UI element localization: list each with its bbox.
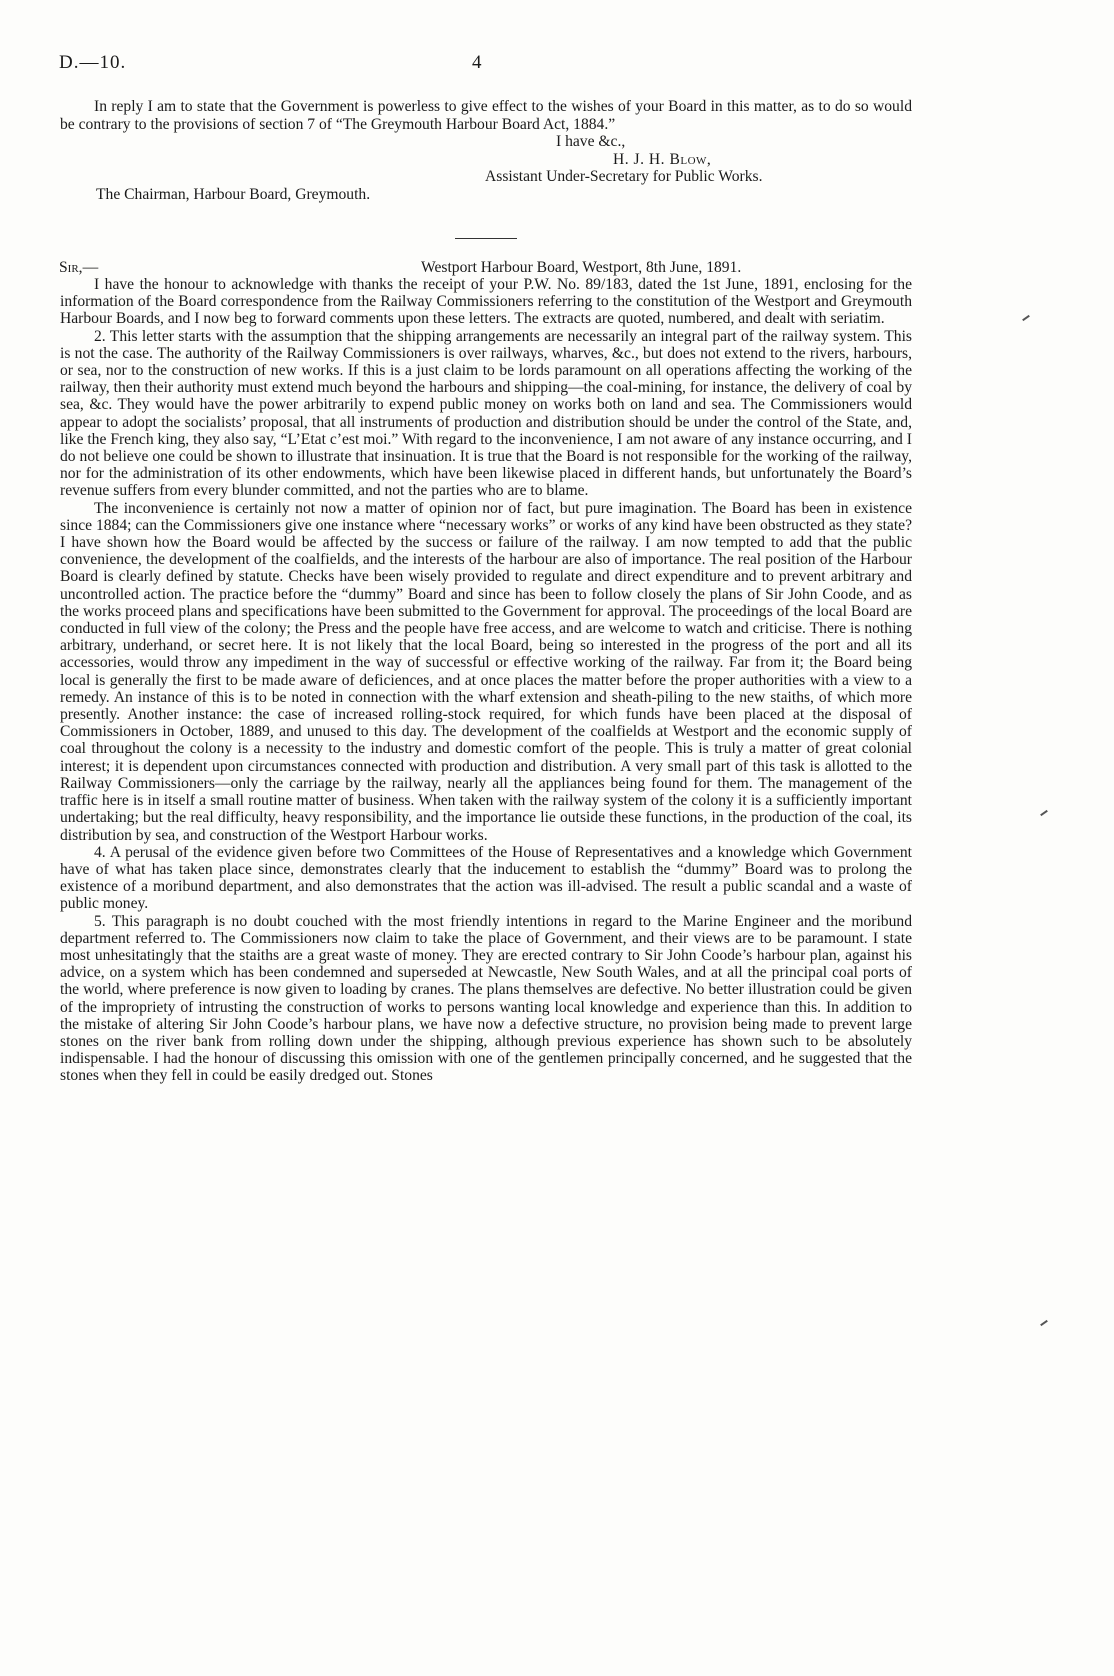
letter-two-body [60, 276, 912, 1636]
letter-one-signatory-title: Assistant Under-Secretary for Public Works. [485, 168, 763, 185]
paragraph: 4. A perusal of the evidence given before two Committees of the House of Representatives and a knowledge which Government have of what has taken place since, demonstrates clearly that the inducement to establish the “dummy” Board was to prolong the existence of a moribund department, and also demonstrates that the action was ill-advised. The result a public scandal and a waste of public money. [60, 843, 912, 913]
letter-one-addressee: The Chairman, Harbour Board, Greymouth. [96, 186, 371, 203]
letter-one [60, 98, 912, 133]
letter-one-signature: H. J. H. Blow, [613, 151, 712, 168]
margin-mark [1022, 315, 1030, 321]
letter-one-closing: I have &c., [556, 133, 626, 150]
letter-two-salutation: Sir,— [59, 259, 99, 276]
paragraph: The inconvenience is certainly not now a matter of opinion nor of fact, but pure imagination. The Board has been in existence since 1884; can the Commissioners give one instance where “necessary works” or works of any kind have been obstructed as they state? I have shown how the Board would be affected by the success or failure of the railway. I am now tempted to add that the public convenience, the development of the coalfields, and the interests of the harbour are also of importance. The real position of the Harbour Board is clearly defined by statute. Checks have been wisely provided to regulate and direct expenditure and to prevent arbitrary and uncontrolled action. The practice before the “dummy” Board and since has been to follow closely the plans of Sir John Coode, and as the works proceed plans and specifications have been submitted to the Government for approval. The proceedings of the local Board are conducted in full view of the colony; the Press and the people have free access, and are welcome to watch and criticise. There is nothing arbitrary, underhand, or secret here. It is not likely that the local Board, being so interested in the progress of the port and all its accessories, would throw any impediment in the way of successful or effective working of the railway. Far from it; the Board being local is generally the first to be made aware of deficiences, and at once places the matter before the proper authorities with a view to a remedy. An instance of this is to be noted in connection with the wharf extension and sheath-piling to the new staiths, of which more presently. Another instance: the case of increased rolling-stock required, for which funds have been placed at the disposal of Commissioners in October, 1889, and unused to this day. The development of the coalfields at Westport and the economic supply of coal throughout the colony is a necessity to the industry and domestic comfort of the people. This is truly a matter of great colonial interest; it is dependent upon circumstances connected with production and distribution. A very small part of this task is allotted to the Railway Commissioners—only the carriage by the railway, nearly all the appliances being found for them. The management of the traffic here is in itself a small routine matter of business. When taken with the railway system of the colony it is a sufficiently important undertaking; but the real difficulty, heavy responsibility, and the importance lie outside these functions, in the production of the coal, its distribution by sea, and construction of the Westport Harbour works. [60, 499, 912, 844]
margin-mark [1040, 810, 1048, 816]
letter-two-dateline: Westport Harbour Board, Westport, 8th June, 1891. [421, 259, 742, 276]
paragraph: I have the honour to acknowledge with thanks the receipt of your P.W. No. 89/183, dated the 1st June, 1891, enclosing for the information of the Board correspondence from the Railway Commissioners referring to the constitution of the Westport and Greymouth Harbour Boards, and I now beg to forward comments upon these letters. The extracts are quoted, numbered, and dealt with seriatim. [60, 276, 912, 328]
letter-one-body: In reply I am to state that the Government is powerless to give effect to the wishes of your Board in this matter, as to do so would be contrary to the provisions of section 7 of “The Greymouth Harbour Board Act, 1884.” [60, 98, 912, 133]
margin-mark [1040, 1320, 1048, 1326]
paragraph: 5. This paragraph is no doubt couched with the most friendly intentions in regard to the Marine Engineer and the moribund department referred to. The Commissioners now claim to take the place of Government, and their views are to be paramount. I state most unhesitatingly that the staiths are a great waste of money. They are erected contrary to Sir John Coode’s harbour plan, against his advice, on a system which has been condemned and superseded at Newcastle, New South Wales, and at all the principal coal ports of the world, where preference is now given to loading by cranes. The plans themselves are defective. No better illustration could be given of the impropriety of intrusting the construction of works to persons wanting local knowledge and experience than this. In addition to the mistake of altering Sir John Coode’s harbour plans, we have now a defective structure, no provision being made to prevent large stones on the river bank from rolling down under the shipping, although previous experience has shown such to be absolutely indispensable. I had the honour of discussing this omission with one of the gentlemen principally concerned, and he suggested that the stones when they fell in could be easily dredged out. Stones [60, 912, 912, 1085]
page-number: 4 [472, 52, 482, 73]
document-reference: D.—10. [59, 52, 127, 73]
paragraph: 2. This letter starts with the assumption that the shipping arrangements are necessarily an integral part of the railway system. This is not the case. The authority of the Railway Commissioners is over railways, wharves, &c., but does not extend to the rivers, harbours, or sea, nor to the construction of new works. If this is a just claim to be lords paramount on all operations affecting the working of the railway, then their authority must extend much beyond the harbours and shipping—the coal-mining, for instance, the delivery of coal by sea, &c. They would have the power arbitrarily to expend public money on works both on land and sea. The Commissioners would appear to adopt the socialists’ proposal, that all instruments of production and distribution should be under the control of the State, and, like the French king, they also say, “L’Etat c’est moi.” With regard to the inconvenience, I am not aware of any instance occurring, and I do not believe one could be shown to illustrate that insinuation. It is true that the Board is not responsible for the working of the railway, nor for the administration of its other endowments, which have been likewise placed in different hands, but unfortunately the Board’s revenue suffers from every blunder committed, and not the parties who are to blame. [60, 327, 912, 500]
section-divider [455, 238, 517, 239]
